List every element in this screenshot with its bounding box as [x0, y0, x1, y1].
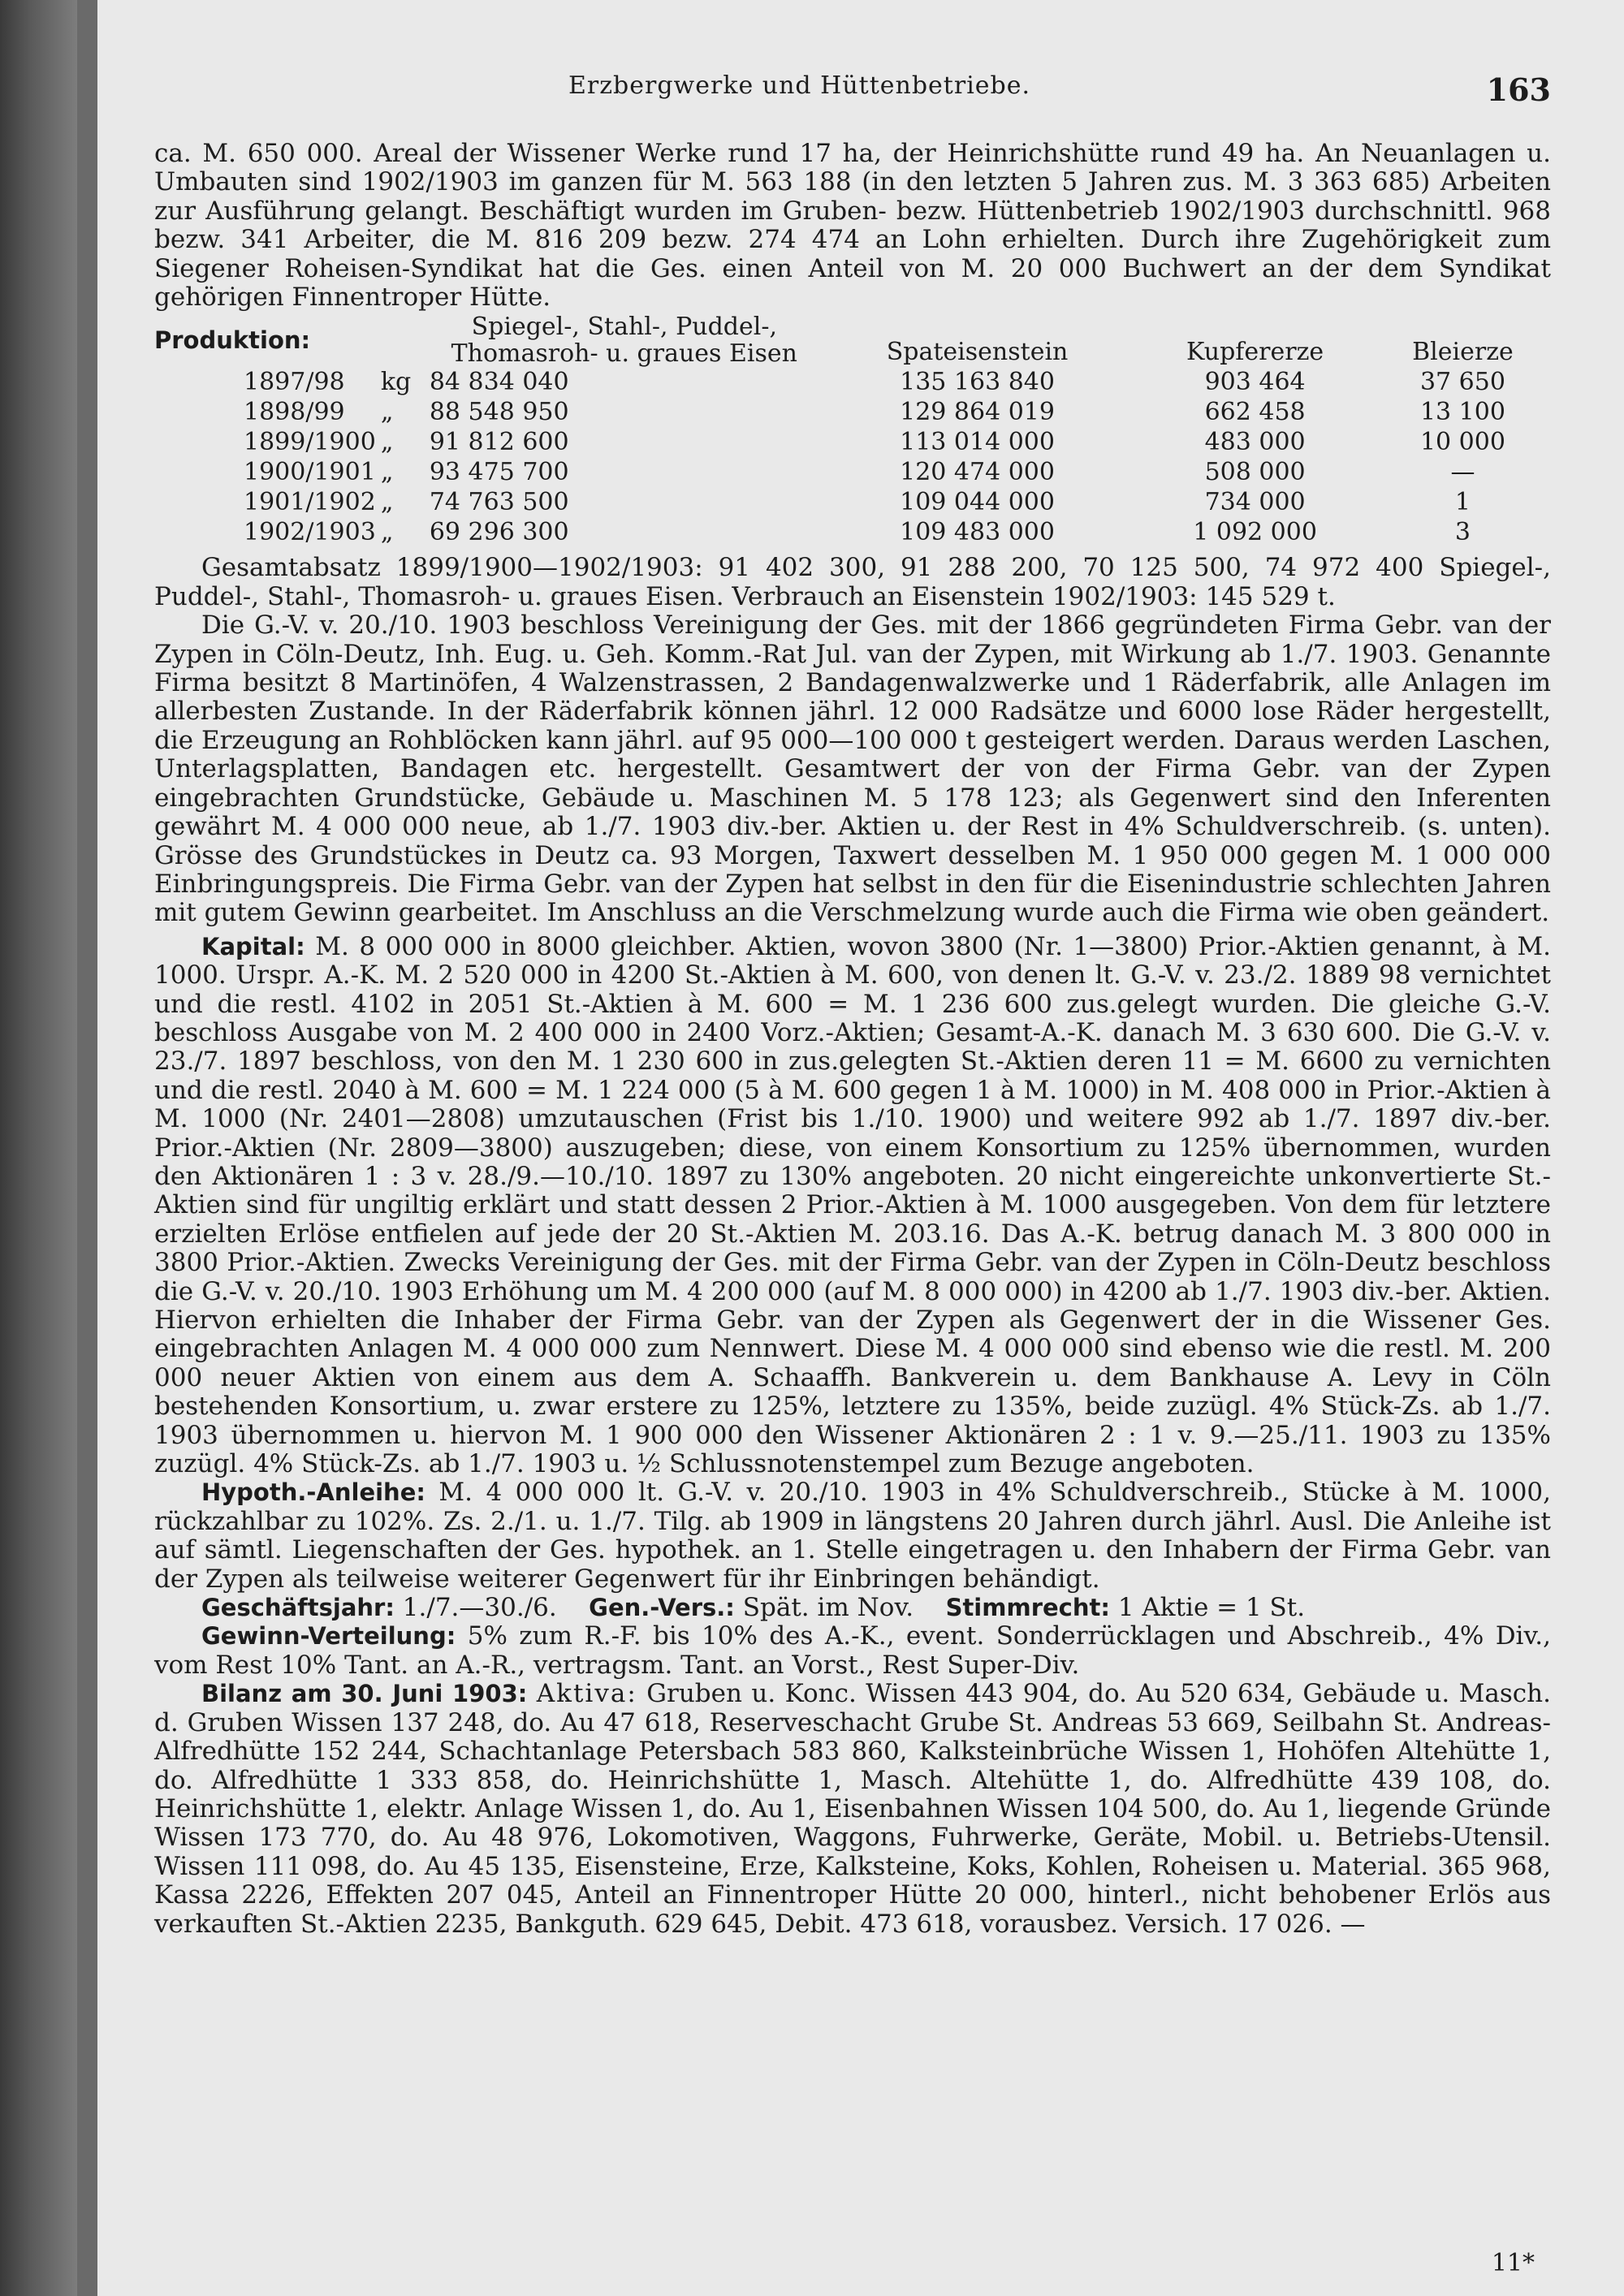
book-binding-shadow [0, 0, 77, 2296]
row-unit: „ [380, 518, 394, 547]
row-blei: — [1450, 458, 1475, 487]
row-pig-iron: 74 763 500 [429, 488, 569, 517]
gen-vers-label: Gen.-Vers.: [589, 1594, 735, 1622]
page-number: 163 [1486, 71, 1551, 108]
geschaeftsjahr-label: Geschäftsjahr: [201, 1594, 395, 1622]
table-row [154, 457, 1551, 487]
row-spat: 109 044 000 [900, 488, 1055, 517]
row-spat: 135 163 840 [900, 368, 1055, 397]
table-row [154, 367, 1551, 397]
kapital-paragraph [154, 933, 1551, 1479]
production-table-header [154, 313, 1551, 367]
row-year: 1901/1902 [244, 488, 376, 517]
table-row [154, 487, 1551, 517]
row-blei: 1 [1454, 488, 1471, 517]
row-kupfer: 662 458 [1204, 398, 1306, 427]
row-blei: 10 000 [1419, 428, 1505, 457]
bilanz-text: Gruben u. Konc. Wissen 443 904, do. Au 520 634, Gebäude u. Masch. d. Gruben Wissen 137 248, do. Au 47 618, Reserveschacht Grube St. Andreas 53 669, Seilbahn St. Andreas-Alfredhütte 152 244, Schachtanlage Petersbach 583 860, Kalksteinbrüche Wissen 1, Hohöfen Altehütte 1, do. Alfredhütte 1 333 858, do. Heinrichshütte 1, Masch. Altehütte 1, do. Alfredhütte 439 108, do. Heinrichshütte 1, elektr. Anlage Wissen 1, do. Au 1, Eisenbahnen Wissen 104 500, do. Au 1, liegende Gründe Wissen 173 770, do. Au 48 976, Lokomotiven, Waggons, Fuhrwerke, Geräte, Mobil. u. Betriebs-Utensil. Wissen 111 098, do. Au 45 135, Eisensteine, Erze, Kalksteine, Koks, Kohlen, Roheisen u. Material. 365 968, Kassa 2226, Effekten 207 045, Anteil an Finnentroper Hütte 20 000, hinterl., nicht behobener Erlös aus verkauften St.-Aktien 2235, Bankguth. 629 645, Debit. 473 618, vorausbez. Versich. 17 026. — [154, 1679, 1551, 1939]
row-year: 1897/98 [244, 368, 345, 397]
intro-paragraph: ca. M. 650 000. Areal der Wissener Werke rund 17 ha, der Heinrichshütte rund 49 ha. An Neuanlagen u. Umbauten sind 1902/1903 im ganzen für M. 563 188 (in den letzten 5 Jahren zus. M. 3 363 685) Arbeiten zur Ausführung gelangt. Beschäftigt wurden im Gruben- bezw. Hüttenbetrieb 1902/1903 durchschnittl. 968 bezw. 341 Arbeiter, die M. 816 209 bezw. 274 474 an Lohn erhielten. Durch ihre Zugehörigkeit zum Siegener Roheisen-Syndikat hat die Ges. einen Anteil von M. 20 000 Buchwert an der dem Syndikat gehörigen Finnentroper Hütte. [154, 139, 1551, 313]
row-unit: „ [380, 458, 394, 487]
kapital-text: M. 8 000 000 in 8000 gleichber. Aktien, wovon 3800 (Nr. 1—3800) Prior.-Aktien genannt, à M. 1000. Urspr. A.-K. M. 2 520 000 in 4200 St.-Aktien à M. 600, von denen lt. G.-V. v. 23./2. 1889 98 vernichtet und die restl. 4102 in 2051 St.-Aktien à M. 600 = M. 1 236 600 zus.gelegt wurden. Die gleiche G.-V. beschloss Ausgabe von M. 2 400 000 in 2400 Vorz.-Aktien; Gesamt-A.-K. danach M. 3 630 600. Die G.-V. v. 23./7. 1897 beschloss, von den M. 1 230 600 in zus.gelegten St.-Aktien deren 11 = M. 6600 zu vernichten und die restl. 2040 à M. 600 = M. 1 224 000 (5 à M. 600 gegen 1 à M. 1000) in M. 408 000 in Prior.-Aktien à M. 1000 (Nr. 2401—2808) umzutauschen (Frist bis 1./10. 1900) und weitere 992 ab 1./7. 1897 div.-ber. Prior.-Aktien (Nr. 2809—3800) auszugeben; diese, von einem Konsortium zu 125% übernommen, wurden den Aktionären 1 : 3 v. 28./9.—10./10. 1897 zu 130% angeboten. 20 nicht eingereichte unkonvertierte St.-Aktien sind für ungiltig erklärt und statt dessen 2 Prior.-Aktien à M. 1000 ausgegeben. Von dem für letztere erzielten Erlöse entfielen auf jede der 20 St.-Aktien M. 203.16. Das A.-K. betrug danach M. 3 800 000 in 3800 Prior.-Aktien. Zwecks Vereinigung der Ges. mit der Firma Gebr. van der Zypen in Cöln-Deutz beschloss die G.-V. v. 20./10. 1903 Erhöhung um M. 4 200 000 (auf M. 8 000 000) in 4200 ab 1./7. 1903 div.-ber. Aktien. Hiervon erhielten die Inhaber der Firma Gebr. van der Zypen als Gegenwert der in die Wissener Ges. eingebrachten Anlagen M. 4 000 000 zum Nennwert. Diese M. 4 000 000 sind ebenso wie die restl. M. 200 000 neuer Aktien von einem aus dem A. Schaaffh. Bankverein u. dem Bankhause A. Levy in Cöln bestehenden Konsortium, u. zwar erstere zu 125%, letztere zu 135%, beide zuzügl. 4% Stück-Zs. ab 1./7. 1903 übernommen u. hiervon M. 1 900 000 den Wissener Aktionären 2 : 1 v. 9.—25./11. 1903 zu 135% zuzügl. 4% Stück-Zs. ab 1./7. 1903 u. ½ Schlussnotenstempel zum Bezuge angeboten. [154, 931, 1551, 1479]
hypothek-text: M. 4 000 000 lt. G.-V. v. 20./10. 1903 in 4% Schuldverschreib., Stücke à M. 1000, rückzahlbar zu 102%. Zs. 2./1. u. 1./7. Tilg. ab 1909 in längstens 20 Jahren durch jährl. Ausl. Die Anleihe ist auf sämtl. Liegenschaften der Ges. hypothek. an 1. Stelle eingetragen u. den Inhabern der Firma Gebr. van der Zypen als teilweise weiterer Gegenwert für ihr Einbringen behändigt. [154, 1478, 1551, 1594]
document-page [97, 0, 1624, 2296]
row-pig-iron: 69 296 300 [429, 518, 569, 547]
row-kupfer: 734 000 [1204, 488, 1306, 517]
hypothek-label: Hypoth.-Anleihe: [201, 1478, 425, 1507]
row-unit: kg [380, 368, 412, 397]
row-kupfer: 1 092 000 [1193, 518, 1317, 547]
col-kupfererze: Kupfererze [1186, 338, 1324, 367]
row-year: 1902/1903 [244, 518, 376, 547]
production-summary: Gesamtabsatz 1899/1900—1902/1903: 91 402 300, 91 288 200, 70 125 500, 74 972 400 Spiegel-, Puddel-, Stahl-, Thomasroh- u. graues Eisen. Verbrauch an Eisenstein 1902/1903: 145 529 t. [154, 553, 1551, 611]
hypothek-paragraph [154, 1478, 1551, 1594]
row-unit: „ [380, 488, 394, 517]
row-spat: 129 864 019 [900, 398, 1055, 427]
row-spat: 109 483 000 [900, 518, 1055, 547]
row-kupfer: 508 000 [1204, 458, 1306, 487]
col-bleierze: Bleierze [1412, 338, 1514, 367]
bilanz-label: Bilanz am 30. Juni 1903: [201, 1680, 528, 1708]
row-year: 1898/99 [244, 398, 345, 427]
signature-mark: 11* [1491, 2249, 1535, 2277]
table-row [154, 517, 1551, 547]
table-row [154, 397, 1551, 427]
row-year: 1899/1900 [244, 428, 376, 457]
gewinn-paragraph [154, 1622, 1551, 1680]
col-pig-iron: Spiegel-, Stahl-, Puddel-, Thomasroh- u. graues Eisen [451, 313, 797, 369]
page-header [97, 71, 1624, 112]
row-blei: 13 100 [1419, 398, 1505, 427]
col-spateisenstein: Spateisenstein [886, 338, 1069, 367]
row-kupfer: 483 000 [1204, 428, 1306, 457]
aktiva-label: Aktiva: [536, 1679, 637, 1709]
kapital-label: Kapital: [201, 932, 305, 960]
row-pig-iron: 88 548 950 [429, 398, 569, 427]
gewinn-label: Gewinn-Verteilung: [201, 1622, 456, 1651]
page-body [154, 140, 1551, 1939]
production-table [154, 313, 1551, 547]
row-unit: „ [380, 428, 394, 457]
merger-paragraph: Die G.-V. v. 20./10. 1903 beschloss Vereinigung der Ges. mit der 1866 gegründeten Firma Gebr. van der Zypen in Cöln-Deutz, Inh. Eug. u. Geh. Komm.-Rat Jul. van der Zypen, mit Wirkung ab 1./7. 1903. Genannte Firma besitzt 8 Martinöfen, 4 Walzenstrassen, 2 Bandagenwalzwerke und 1 Räderfabrik, alle Anlagen im allerbesten Zustande. In der Räderfabrik können jährl. 12 000 Radsätze und 6000 lose Räder hergestellt, die Erzeugung an Rohblöcken kann jährl. auf 95 000—100 000 t gesteigert werden. Daraus werden Laschen, Unterlagsplatten, Bandagen etc. hergestellt. Gesamtwert der von der Firma Gebr. van der Zypen eingebrachten Grundstücke, Gebäude u. Maschinen M. 5 178 123; als Gegenwert sind den Inferenten gewährt M. 4 000 000 neue, ab 1./7. 1903 div.-ber. Aktien u. der Rest in 4% Schuldverschreib. (s. unten). Grösse des Grundstückes in Deutz ca. 93 Morgen, Taxwert desselben M. 1 950 000 gegen M. 1 000 000 Einbringungspreis. Die Firma Gebr. van der Zypen hat selbst in den für die Eisenindustrie schlechten Jahren mit gutem Gewinn gearbeitet. Im Anschluss an die Verschmelzung wurde auch die Firma wie oben geändert. [154, 611, 1551, 928]
stimmrecht-value: 1 Aktie = 1 St. [1117, 1593, 1306, 1623]
gen-vers-value: Spät. im Nov. [742, 1593, 914, 1623]
row-spat: 120 474 000 [900, 458, 1055, 487]
gewinn-text: 5% zum R.-F. bis 10% des A.-K., event. Sonderrücklagen und Abschreib., 4% Div., vom Rest 10% Tant. an A.-R., vertragsm. Tant. an Vorst., Rest Super-Div. [154, 1621, 1552, 1680]
row-year: 1900/1901 [244, 458, 376, 487]
row-blei: 3 [1454, 518, 1471, 547]
geschaeftsjahr-value: 1./7.—30./6. [402, 1593, 557, 1623]
row-unit: „ [380, 398, 394, 427]
table-row [154, 427, 1551, 457]
row-pig-iron: 93 475 700 [429, 458, 569, 487]
bilanz-paragraph [154, 1680, 1551, 1939]
stimmrecht-label: Stimmrecht: [945, 1594, 1110, 1622]
row-spat: 113 014 000 [900, 428, 1055, 457]
row-kupfer: 903 464 [1204, 368, 1306, 397]
row-blei: 37 650 [1419, 368, 1505, 397]
row-pig-iron: 91 812 600 [429, 428, 569, 457]
production-label: Produktion: [154, 326, 311, 354]
row-pig-iron: 84 834 040 [429, 368, 569, 397]
running-head: Erzbergwerke und Hüttenbetriebe. [568, 71, 1031, 100]
geschaeftsjahr-line [154, 1594, 1551, 1622]
